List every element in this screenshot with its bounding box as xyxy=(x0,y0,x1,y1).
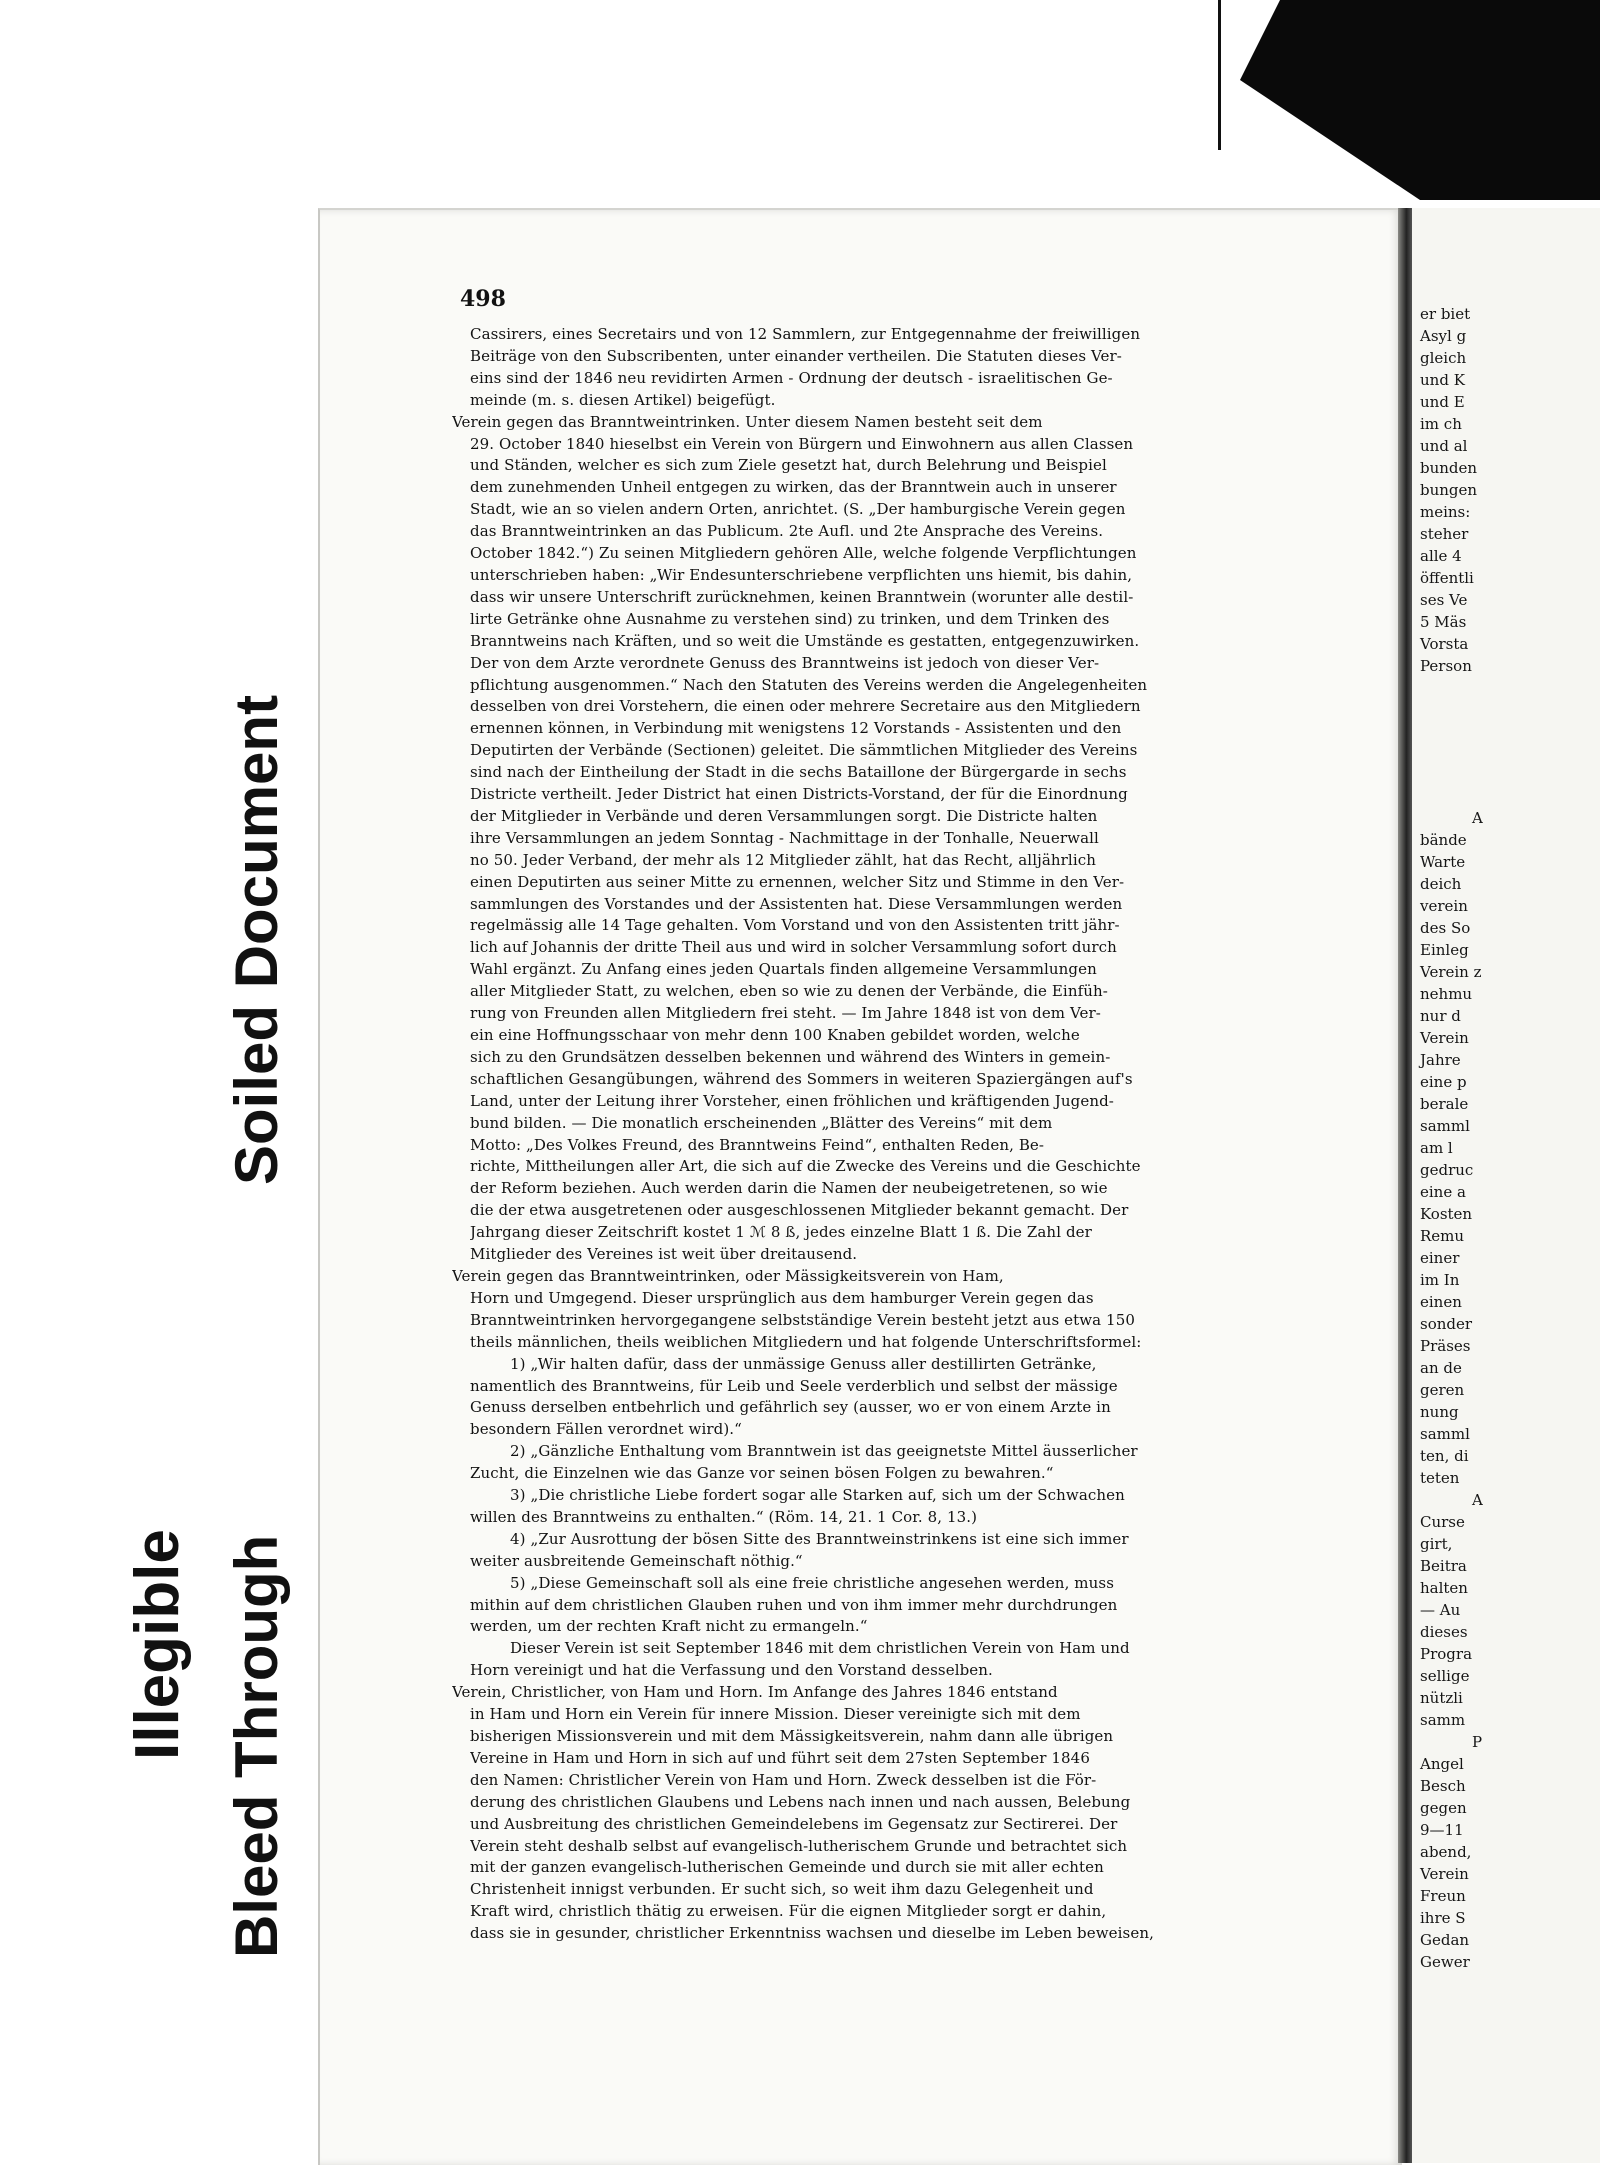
right-text-fragment: Angel xyxy=(1420,1755,1464,1773)
right-text-fragment: ten, di xyxy=(1420,1447,1469,1465)
text-line: October 1842.“) Zu seinen Mitgliedern gehören Alle, welche folgende Verpflichtungen xyxy=(470,544,1137,563)
text-line: dem zunehmenden Unheil entgegen zu wirken, das der Branntwein auch in unserer xyxy=(470,478,1117,497)
text-line: Wahl ergänzt. Zu Anfang eines jeden Quartals finden allgemeine Versammlungen xyxy=(470,960,1097,979)
right-text-fragment: berale xyxy=(1420,1095,1469,1113)
text-line: den Namen: Christlicher Verein von Ham und Horn. Zweck desselben ist die För- xyxy=(470,1770,1097,1789)
text-line: sich zu den Grundsätzen desselben bekennen und während des Winters in gemein- xyxy=(470,1047,1111,1066)
text-line: regelmässig alle 14 Tage gehalten. Vom Vorstand und von den Assistenten tritt jähr- xyxy=(470,916,1120,935)
text-line: Districte vertheilt. Jeder District hat einen Districts-Vorstand, der für die Einordnung xyxy=(470,785,1128,804)
right-text-fragment: dieses xyxy=(1420,1623,1468,1641)
right-book-page xyxy=(1412,208,1600,2163)
text-line: Stadt, wie an so vielen andern Orten, anrichtet. (S. „Der hamburgische Verein gegen xyxy=(470,500,1126,519)
text-line: dass sie in gesunder, christlicher Erkenntniss wachsen und dieselbe im Leben beweisen, xyxy=(470,1924,1154,1943)
text-line: rung von Freunden allen Mitgliedern frei steht. — Im Jahre 1848 ist von dem Ver- xyxy=(470,1004,1101,1023)
right-text-fragment: halten xyxy=(1420,1579,1468,1597)
text-line: no 50. Jeder Verband, der mehr als 12 Mitglieder zählt, hat das Recht, alljährlich xyxy=(470,850,1096,869)
text-line: ein eine Hoffnungsschaar von mehr denn 100 Knaben gebildet worden, welche xyxy=(470,1026,1080,1044)
page-number: 498 xyxy=(460,286,506,312)
scan-edge-line xyxy=(1218,0,1221,150)
text-line: dass wir unsere Unterschrift zurücknehmen, keinen Branntwein (worunter alle destil- xyxy=(470,587,1134,606)
text-line: Zucht, die Einzelnen wie das Ganze vor seinen bösen Folgen zu bewahren.“ xyxy=(470,1464,1054,1483)
text-line: Verein steht deshalb selbst auf evangelisch-lutherischem Grunde und betrachtet sich xyxy=(470,1836,1128,1855)
right-text-fragment: geren xyxy=(1420,1381,1465,1399)
right-text-fragment: 9—11 xyxy=(1420,1821,1464,1839)
right-text-fragment: Asyl g xyxy=(1420,327,1467,345)
right-text-fragment: Beitra xyxy=(1420,1557,1467,1575)
right-text-fragment: Einleg xyxy=(1420,941,1469,959)
text-line: desselben von drei Vorstehern, die einen oder mehrere Secretaire aus den Mitgliedern xyxy=(470,697,1141,716)
right-text-fragment: steher xyxy=(1420,525,1469,543)
right-text-fragment: deich xyxy=(1420,875,1462,893)
right-text-fragment: nung xyxy=(1420,1403,1459,1421)
text-line: Genuss derselben entbehrlich und gefährlich sey (ausser, wo er von einem Arzte in xyxy=(470,1398,1111,1417)
right-text-fragment: verein xyxy=(1420,897,1468,915)
right-text-fragment: Jahre xyxy=(1420,1051,1461,1069)
right-text-fragment: einer xyxy=(1420,1249,1460,1267)
text-line: meinde (m. s. diesen Artikel) beigefügt. xyxy=(470,390,776,409)
right-text-fragment: P xyxy=(1472,1733,1483,1751)
right-text-fragment: an de xyxy=(1420,1359,1462,1377)
right-text-fragment: nützli xyxy=(1420,1689,1463,1707)
text-line: der Mitglieder in Verbände und deren Versammlungen sorgt. Die Districte halten xyxy=(470,806,1098,825)
right-text-fragment: Gewer xyxy=(1420,1953,1470,1971)
right-text-fragment: Verein z xyxy=(1420,963,1482,981)
right-text-fragment: teten xyxy=(1420,1469,1460,1487)
right-text-fragment: Curse xyxy=(1420,1513,1465,1531)
book-gutter xyxy=(1398,208,1412,2163)
text-line: sammlungen des Vorstandes und der Assistenten hat. Diese Versammlungen werden xyxy=(470,894,1123,913)
text-line: weiter ausbreitende Gemeinschaft nöthig.“ xyxy=(470,1551,803,1570)
text-line: richte, Mittheilungen aller Art, die sich auf die Zwecke des Vereins und die Geschichte xyxy=(470,1157,1141,1176)
right-text-fragment: Verein xyxy=(1420,1865,1469,1883)
text-line: Horn vereinigt und hat die Verfassung und den Vorstand desselben. xyxy=(470,1661,993,1680)
right-text-fragment: Präses xyxy=(1420,1337,1471,1355)
text-line: theils männlichen, theils weiblichen Mitgliedern und hat folgende Unterschriftsformel: xyxy=(470,1332,1142,1351)
text-line: die der etwa ausgetretenen oder ausgeschlossenen Mitglieder bekannt gemacht. Der xyxy=(470,1201,1129,1220)
text-line: namentlich des Branntweins, für Leib und Seele verderblich und selbst der mässige xyxy=(470,1376,1118,1395)
text-line: bisherigen Missionsverein und mit dem Mässigkeitsverein, nahm dann alle übrigen xyxy=(470,1727,1114,1745)
text-line: Der von dem Arzte verordnete Genuss des Branntweins ist jedoch von dieser Ver- xyxy=(470,653,1100,672)
right-text-fragment: er biet xyxy=(1420,305,1471,323)
right-text-fragment: A xyxy=(1472,1491,1483,1509)
text-line: lich auf Johannis der dritte Theil aus und wird in solcher Versammlung sofort durch xyxy=(470,938,1117,957)
text-line: Horn und Umgegend. Dieser ursprünglich aus dem hamburger Verein gegen das xyxy=(470,1288,1094,1307)
text-line: ihre Versammlungen an jedem Sonntag - Nachmittage in der Tonhalle, Neuerwall xyxy=(470,828,1099,847)
right-text-fragment: Vorsta xyxy=(1420,635,1469,653)
right-text-fragment: bände xyxy=(1420,831,1467,849)
right-text-fragment: öffentli xyxy=(1420,569,1474,587)
right-text-fragment: am l xyxy=(1420,1139,1453,1157)
text-line: das Branntweintrinken an das Publicum. 2te Aufl. und 2te Ansprache des Vereins. xyxy=(470,522,1104,541)
text-line: Dieser Verein ist seit September 1846 mit dem christlichen Verein von Ham und xyxy=(510,1639,1130,1658)
text-line: einen Deputirten aus seiner Mitte zu ernennen, welcher Sitz und Stimme in den Ver- xyxy=(470,872,1125,891)
text-line: 29. October 1840 hieselbst ein Verein von Bürgern und Einwohnern aus allen Classen xyxy=(470,434,1134,453)
soiled-document-stamp: Soiled Document xyxy=(223,694,290,1185)
text-line: willen des Branntweins zu enthalten.“ (Röm. 14, 21. 1 Cor. 8, 13.) xyxy=(470,1507,978,1526)
right-text-fragment: des So xyxy=(1420,919,1471,937)
right-text-fragment: bunden xyxy=(1420,459,1478,477)
text-line: Beiträge von den Subscribenten, unter einander vertheilen. Die Statuten dieses Ver- xyxy=(470,346,1122,365)
text-line: Christenheit innigst verbunden. Er sucht sich, so weit ihm dazu Gelegenheit und xyxy=(470,1880,1094,1899)
right-text-fragment: im ch xyxy=(1420,415,1462,433)
text-line: pflichtung ausgenommen.“ Nach den Statuten des Vereins werden die Angelegenheiten xyxy=(470,675,1148,694)
right-text-fragment: meins: xyxy=(1420,503,1471,521)
text-line: unterschrieben haben: „Wir Endesunterschriebene verpflichten uns hiemit, bis dahin, xyxy=(470,565,1133,584)
right-text-fragment: samml xyxy=(1420,1117,1470,1135)
right-text-fragment: Kosten xyxy=(1420,1205,1473,1223)
text-line: 1) „Wir halten dafür, dass der unmässige Genuss aller destillirten Getränke, xyxy=(510,1354,1097,1373)
text-line: lirte Getränke ohne Ausnahme zu verstehen sind) zu trinken, und dem Trinken des xyxy=(470,609,1110,628)
right-text-fragment: A xyxy=(1472,809,1483,827)
bleed-through-stamp: Bleed Through xyxy=(223,1534,290,1958)
text-line: Land, unter der Leitung ihrer Vorsteher, einen fröhlichen und kräftigenden Jugend- xyxy=(470,1091,1114,1110)
right-text-fragment: Progra xyxy=(1420,1645,1473,1663)
text-line: Branntweins nach Kräften, und so weit die Umstände es gestatten, entgegenzuwirken. xyxy=(470,631,1140,650)
text-line: mithin auf dem christlichen Glauben ruhen und von ihm immer mehr durchdrungen xyxy=(470,1595,1118,1614)
right-text-fragment: und al xyxy=(1420,437,1468,455)
text-line: Branntweintrinken hervorgegangene selbstständige Verein besteht jetzt aus etwa 150 xyxy=(470,1310,1135,1329)
right-text-fragment: und K xyxy=(1420,371,1465,389)
text-line: Cassirers, eines Secretairs und von 12 Sammlern, zur Entgegennahme der freiwilligen xyxy=(470,325,1141,343)
text-line: der Reform beziehen. Auch werden darin die Namen der neubeigetretenen, so wie xyxy=(470,1179,1108,1198)
text-line: 4) „Zur Ausrottung der bösen Sitte des Branntweinstrinkens ist eine sich immer xyxy=(510,1529,1129,1548)
text-line: sind nach der Eintheilung der Stadt in die sechs Bataillone der Bürgergarde in sechs xyxy=(470,763,1127,782)
right-text-fragment: nur d xyxy=(1420,1007,1461,1025)
right-text-fragment: alle 4 xyxy=(1420,547,1462,565)
right-text-fragment: eine a xyxy=(1420,1183,1466,1201)
right-text-fragment: gedruc xyxy=(1420,1161,1474,1179)
text-line: besondern Fällen verordnet wird).“ xyxy=(470,1420,742,1439)
left-page-text xyxy=(452,324,1310,1945)
text-line: ernennen können, in Verbindung mit wenigstens 12 Vorstands - Assistenten und den xyxy=(470,719,1122,738)
right-text-fragment: bungen xyxy=(1420,481,1478,499)
text-line: Verein gegen das Branntweintrinken. Unter diesem Namen besteht seit dem xyxy=(452,412,1043,431)
text-line: und Ausbreitung des christlichen Gemeindelebens im Gegensatz zur Sectirerei. Der xyxy=(470,1814,1118,1833)
text-line: bund bilden. — Die monatlich erscheinenden „Blätter des Vereins“ mit dem xyxy=(470,1113,1053,1132)
right-text-fragment: ses Ve xyxy=(1420,591,1468,609)
text-line: Deputirten der Verbände (Sectionen) geleitet. Die sämmtlichen Mitglieder des Vereins xyxy=(470,741,1138,760)
text-line: mit der ganzen evangelisch-lutherischen Gemeinde und durch sie mit aller echten xyxy=(470,1858,1104,1877)
right-text-fragment: — Au xyxy=(1420,1601,1461,1619)
right-text-fragment: 5 Mäs xyxy=(1420,613,1467,631)
text-line: 2) „Gänzliche Enthaltung vom Branntwein ist das geeignetste Mittel äusserlicher xyxy=(510,1442,1138,1461)
text-line: Vereine in Ham und Horn in sich auf und führt seit dem 27sten September 1846 xyxy=(470,1748,1090,1767)
illegible-stamp: Illegible xyxy=(123,1529,192,1760)
right-text-fragment: ihre S xyxy=(1420,1909,1466,1927)
right-text-fragment: Besch xyxy=(1420,1777,1466,1795)
right-text-fragment: Remu xyxy=(1420,1227,1465,1245)
right-text-fragment: girt, xyxy=(1420,1535,1453,1553)
left-book-page xyxy=(318,208,1402,2165)
right-text-fragment: einen xyxy=(1420,1293,1462,1311)
text-line: werden, um der rechten Kraft nicht zu ermangeln.“ xyxy=(470,1617,868,1636)
text-line: in Ham und Horn ein Verein für innere Mission. Dieser vereinigte sich mit dem xyxy=(470,1705,1081,1724)
text-line: Kraft wird, christlich thätig zu erweisen. Für die eignen Mitglieder sorgt er dahin, xyxy=(470,1902,1107,1921)
right-text-fragment: Freun xyxy=(1420,1887,1466,1905)
text-line: 5) „Diese Gemeinschaft soll als eine freie christliche angesehen werden, muss xyxy=(510,1573,1114,1592)
right-text-fragment: eine p xyxy=(1420,1073,1467,1091)
right-text-fragment: Person xyxy=(1420,657,1472,675)
text-line: eins sind der 1846 neu revidirten Armen - Ordnung der deutsch - israelitischen Ge- xyxy=(470,368,1113,387)
right-text-fragment: abend, xyxy=(1420,1843,1472,1861)
text-line: aller Mitglieder Statt, zu welchen, eben so wie zu denen der Verbände, die Einfüh- xyxy=(470,982,1108,1001)
text-line: Jahrgang dieser Zeitschrift kostet 1 ℳ 8 ß, jedes einzelne Blatt 1 ß. Die Zahl der xyxy=(470,1223,1092,1242)
text-line: derung des christlichen Glaubens und Lebens nach innen und nach aussen, Belebung xyxy=(470,1792,1131,1811)
scan-dark-corner xyxy=(1200,0,1600,200)
text-line: schaftlichen Gesangübungen, während des Sommers in weiteren Spaziergängen auf's xyxy=(470,1069,1133,1088)
text-line: und Ständen, welcher es sich zum Ziele gesetzt hat, durch Belehrung und Beispiel xyxy=(470,456,1107,475)
text-line: Verein, Christlicher, von Ham und Horn. Im Anfange des Jahres 1846 entstand xyxy=(452,1683,1058,1702)
right-text-fragment: und E xyxy=(1420,393,1465,411)
right-text-fragment: nehmu xyxy=(1420,985,1473,1003)
right-text-fragment: gegen xyxy=(1420,1799,1467,1817)
right-text-fragment: im In xyxy=(1420,1271,1460,1289)
right-text-fragment: Gedan xyxy=(1420,1931,1470,1949)
right-text-fragment: sonder xyxy=(1420,1315,1473,1333)
text-line: Mitglieder des Vereines ist weit über dreitausend. xyxy=(470,1245,858,1264)
right-text-fragment: Warte xyxy=(1420,853,1466,871)
text-line: Motto: „Des Volkes Freund, des Branntweins Feind“, enthalten Reden, Be- xyxy=(470,1135,1045,1154)
right-text-fragment: Verein xyxy=(1420,1029,1469,1047)
right-text-fragment: samml xyxy=(1420,1425,1470,1443)
right-text-fragment: sellige xyxy=(1420,1667,1470,1685)
text-line: 3) „Die christliche Liebe fordert sogar alle Starken auf, sich um der Schwachen xyxy=(510,1486,1125,1505)
right-text-fragment: samm xyxy=(1420,1711,1466,1729)
right-text-fragment: gleich xyxy=(1420,349,1467,367)
text-line: Verein gegen das Branntweintrinken, oder Mässigkeitsverein von Ham, xyxy=(452,1266,1004,1285)
